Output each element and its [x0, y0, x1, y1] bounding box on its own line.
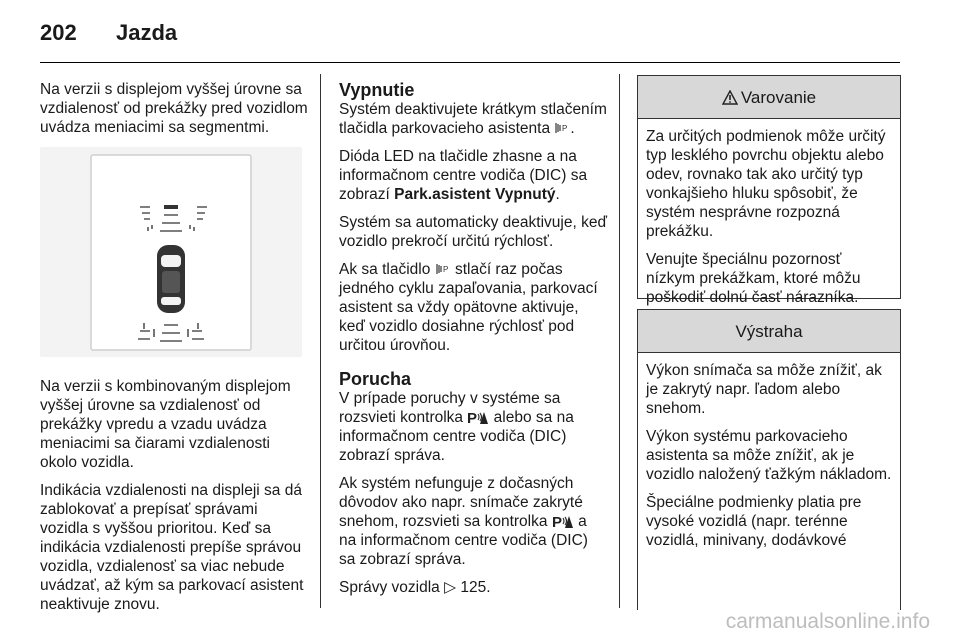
- fault-p3: Správy vozidla ▷ 125.: [339, 579, 491, 596]
- caution-p1: Výkon snímača sa môže znížiť, ak je zakrytý napr. ľadom alebo snehom.: [646, 362, 882, 417]
- column-divider-2: [619, 74, 620, 608]
- deactivation-p3: Systém sa automaticky deaktivuje, keď vozidlo prekročí určitú rýchlosť.: [339, 214, 607, 250]
- deactivation-p4: Ak sa tlačidlo P stlačí raz počas jedného cyklu zapaľovania, parkovací asistent sa vždy opätovne aktivuje, keď vozidlo dosiahne rýchlosť pod určitou úrovňou.: [339, 261, 598, 354]
- intro-paragraph: Na verzii s displejom vyššej úrovne sa vzdialenosť od prekážky pred vozidlom uvádza meniacimi sa segmentmi.: [40, 81, 308, 136]
- column-left: [40, 80, 308, 623]
- fault-p2: Ak systém nefunguje z dočasných dôvodov ako napr. snímače zakryté snehom, rozsvieti sa kontrolka P a na informačnom centre vodiča (DIC) sa zobrazí správa.: [339, 475, 588, 568]
- heading-fault: Porucha: [339, 369, 412, 389]
- caution-header: [638, 310, 900, 353]
- svg-text:P: P: [442, 265, 448, 274]
- park-assist-warning-light-icon: [552, 513, 574, 529]
- column-middle: [339, 80, 607, 606]
- page-number: 202: [40, 20, 77, 45]
- caution-p2: Výkon systému parkovacieho asistenta sa môže znížiť, ak je vozidlo naložený ťažkým nákladom.: [646, 428, 892, 483]
- front-active-segment: [164, 205, 178, 209]
- header-rule: [40, 62, 900, 63]
- combined-display-paragraph: Na verzii s kombinovaným displejom vyššej úrovne sa vzdialenosť od prekážky vpredu a vzadu uvádza meniacimi sa čiarami vzdialenosti okolo vozidla.: [40, 378, 291, 471]
- deactivation-p2: Dióda LED na tlačidle zhasne a na informačnom centre vodiča (DIC) sa zobrazí Park.asistent Vypnutý.: [339, 148, 588, 203]
- heading-deactivation: Vypnutie: [339, 80, 415, 100]
- caution-title: Výstraha: [735, 321, 803, 341]
- park-assist-warning-light-icon: [467, 409, 489, 425]
- park-assist-button-icon: [554, 121, 570, 135]
- page-ref-arrow-icon: ▷: [444, 579, 457, 596]
- park-assist-display-illustration: [40, 147, 302, 357]
- warning-box: [637, 75, 901, 306]
- svg-text:P: P: [562, 124, 568, 133]
- caution-box: [637, 309, 901, 610]
- page-reference-link[interactable]: 125.: [460, 579, 491, 596]
- warning-p1: Za určitých podmienok môže určitý typ lesklého povrchu objektu alebo odev, rovnako tak ako určitý typ vonkajšieho hluku spôsobiť, že systém nesprávne rozpozná prekážku.: [646, 128, 886, 240]
- warning-title: Varovanie: [740, 87, 817, 107]
- deactivation-p1: Systém deaktivujete krátkym stlačením tlačidla parkovacieho asistenta P .: [339, 101, 607, 137]
- car-icon: [157, 245, 185, 313]
- svg-text:P: P: [551, 514, 562, 529]
- watermark: carmanualsonline.info: [725, 610, 930, 633]
- message-park-assist-off: Park.asistent Vypnutý: [394, 186, 556, 203]
- display-graphic: [40, 147, 302, 357]
- warning-p2: Venujte špeciálnu pozornosť nízkym prekážkam, ktoré môžu poškodiť dolnú časť nárazníka.: [646, 251, 861, 306]
- caution-p3: Špeciálne podmienky platia pre vysoké vozidlá (napr. terénne vozidlá, minivany, dodávkové: [646, 494, 862, 549]
- warning-triangle-icon: [722, 90, 738, 105]
- park-assist-button-icon: [435, 262, 451, 276]
- column-divider-1: [320, 74, 321, 608]
- svg-text:P: P: [467, 410, 478, 425]
- section-title: Jazda: [116, 20, 178, 45]
- override-paragraph: Indikácia vzdialenosti na displeji sa dá zablokovať a prepísať správami vozidla s vyššou prioritou. Keď sa indikácia vzdialenosti prepíše správou vozidla, vzdialenosť sa viac nebude uvádzať, až kým sa parkovací asistent neaktivuje znovu.: [40, 482, 304, 613]
- fault-p1: V prípade poruchy v systéme sa rozsvieti kontrolka P alebo sa na informačnom centre vodiča (DIC) zobrazí správa.: [339, 390, 574, 464]
- warning-header: [638, 76, 900, 119]
